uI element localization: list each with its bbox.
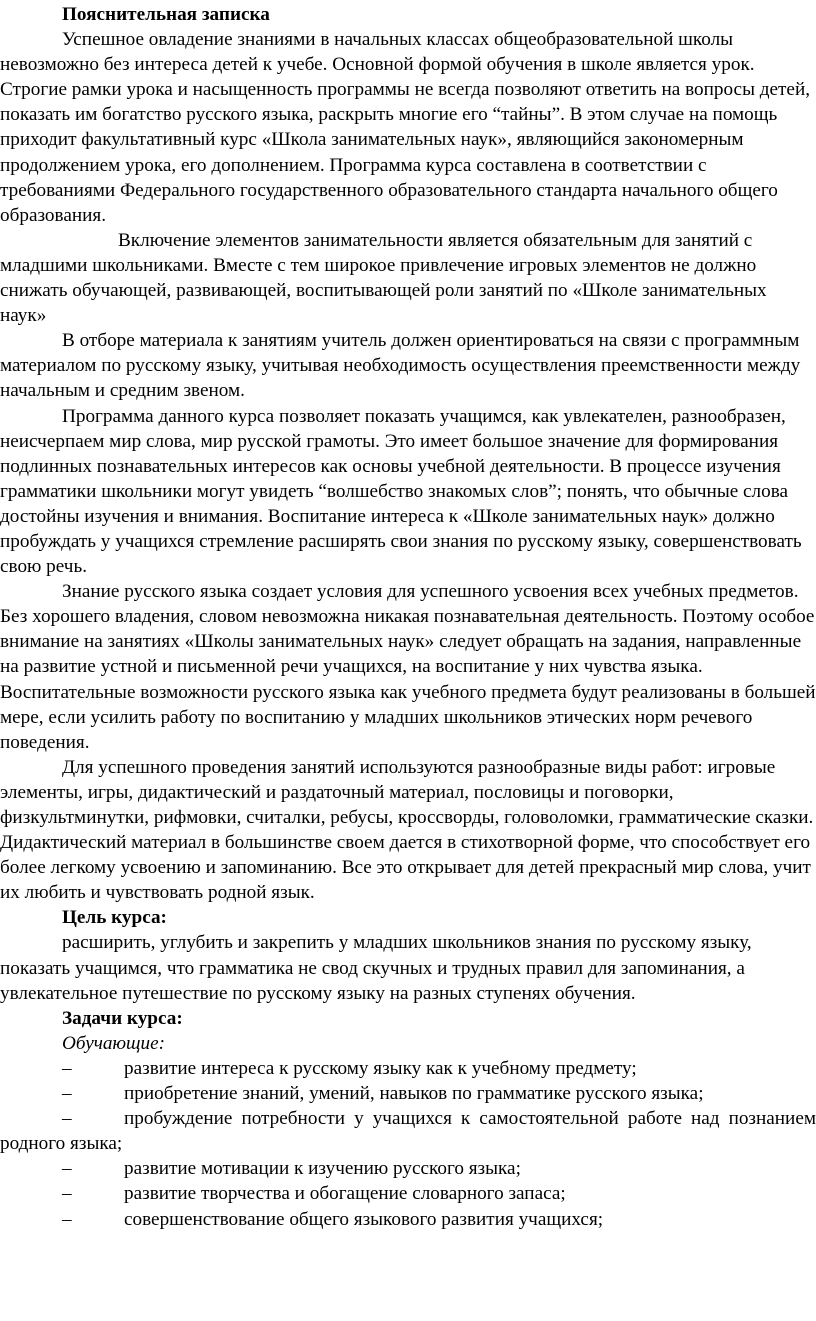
paragraph-material-selection: В отборе материала к занятиям учитель должен ориентироваться на связи с программным материалом по русскому языку, учитывая необходимость осуществления преемственности между начальным и средним звеном.: [0, 330, 801, 402]
list-item: [0, 1156, 816, 1181]
goal-heading: Цель курса:: [62, 907, 167, 929]
list-item: [0, 1056, 816, 1081]
paragraph-entertainment: Включение элементов занимательности является обязательным для занятий с младшими школьниками. Вместе с тем широкое привлечение игровых элементов не должно снижать обучающей, развивающей, воспитывающей роли занятий по «Школе занимательных наук»: [0, 229, 767, 327]
list-item-text: пробуждение потребности у учащихся к самостоятельной работе над познанием родного языка;: [0, 1108, 816, 1155]
tasks-list: [0, 1056, 816, 1232]
dash-bullet: –: [62, 1183, 72, 1205]
list-item-text: развитие интереса к русскому языку как к учебному предмету;: [124, 1057, 637, 1079]
tasks-heading: Задачи курса:: [62, 1007, 183, 1029]
list-item-text: приобретение знаний, умений, навыков по грамматике русского языка;: [124, 1083, 704, 1105]
dash-bullet: –: [62, 1083, 72, 1105]
goal-text: расширить, углубить и закрепить у младших школьников знания по русскому языку, показать учащимся, что грамматика не свод скучных и трудных правил для запоминания, а увлекательное путешествие по русскому языку на разных ступенях обучения.: [0, 932, 752, 1004]
list-item: [0, 1081, 816, 1106]
paragraph-language-knowledge: Знание русского языка создает условия для успешного усвоения всех учебных предметов. Без хорошего владения, словом невозможна никакая познавательная деятельность. Поэтому особое внимание на занятиях «Школы занимательных наук» следует обращать на задания, направленные на развитие устной и письменной речи учащихся, на воспитание у них чувства языка. Воспитательные возможности русского языка как учебного предмета будут реализованы в большей мере, если усилить работу по воспитанию у младших школьников этических норм речевого поведения.: [0, 581, 816, 753]
list-item-text: развитие творчества и обогащение словарного запаса;: [124, 1183, 566, 1205]
tasks-subheading: Обучающие:: [62, 1032, 166, 1054]
document-title: Пояснительная записка: [62, 4, 270, 25]
dash-bullet: –: [62, 1057, 72, 1079]
paragraph-work-types: Для успешного проведения занятий используются разнообразные виды работ: игровые элементы, игры, дидактический и раздаточный материал, пословицы и поговорки, физкультминутки, рифмовки, считалки, ребусы, кроссворды, головоломки, грамматические сказки. Дидактический материал в большинстве своем дается в стихотворной форме, что способствует его более легкому усвоению и запоминанию. Все это открывает для детей прекрасный мир слова, учит их любить и чувствовать родной язык.: [0, 756, 814, 904]
paragraph-intro: Успешное овладение знаниями в начальных классах общеобразовательной школы невозможно без интереса детей к учебе. Основной формой обучения в школе является урок. Строгие рамки урока и насыщенность программы не всегда позволяют ответить на вопросы детей, показать им богатство русского языка, раскрыть многие его “тайны”. В этом случае на помощь приходит факультативный курс «Школа занимательных наук», являющийся закономерным продолжением урока, его дополнением. Программа курса составлена в соответствии с требованиями Федерального государственного образовательного стандарта начального общего образования.: [0, 29, 811, 226]
dash-bullet: –: [62, 1158, 72, 1180]
list-item-text: совершенствование общего языкового развития учащихся;: [124, 1208, 604, 1230]
dash-bullet: –: [62, 1108, 72, 1130]
dash-bullet: –: [62, 1208, 72, 1230]
paragraph-program: Программа данного курса позволяет показать учащимся, как увлекателен, разнообразен, неисчерпаем мир слова, мир русской грамоты. Это имеет большое значение для формирования подлинных познавательных интересов как основы учебной деятельности. В процессе изучения грамматики школьники могут увидеть “волшебство знакомых слов”; понять, что обычные слова достойны изучения и внимания. Воспитание интереса к «Школе занимательных наук» должно пробуждать у учащихся стремление расширять свои знания по русскому языку, совершенствовать свою речь.: [0, 405, 802, 578]
list-item-text: развитие мотивации к изучению русского языка;: [124, 1158, 521, 1180]
list-item: [0, 1207, 816, 1232]
list-item: [0, 1106, 816, 1156]
list-item: [0, 1181, 816, 1206]
